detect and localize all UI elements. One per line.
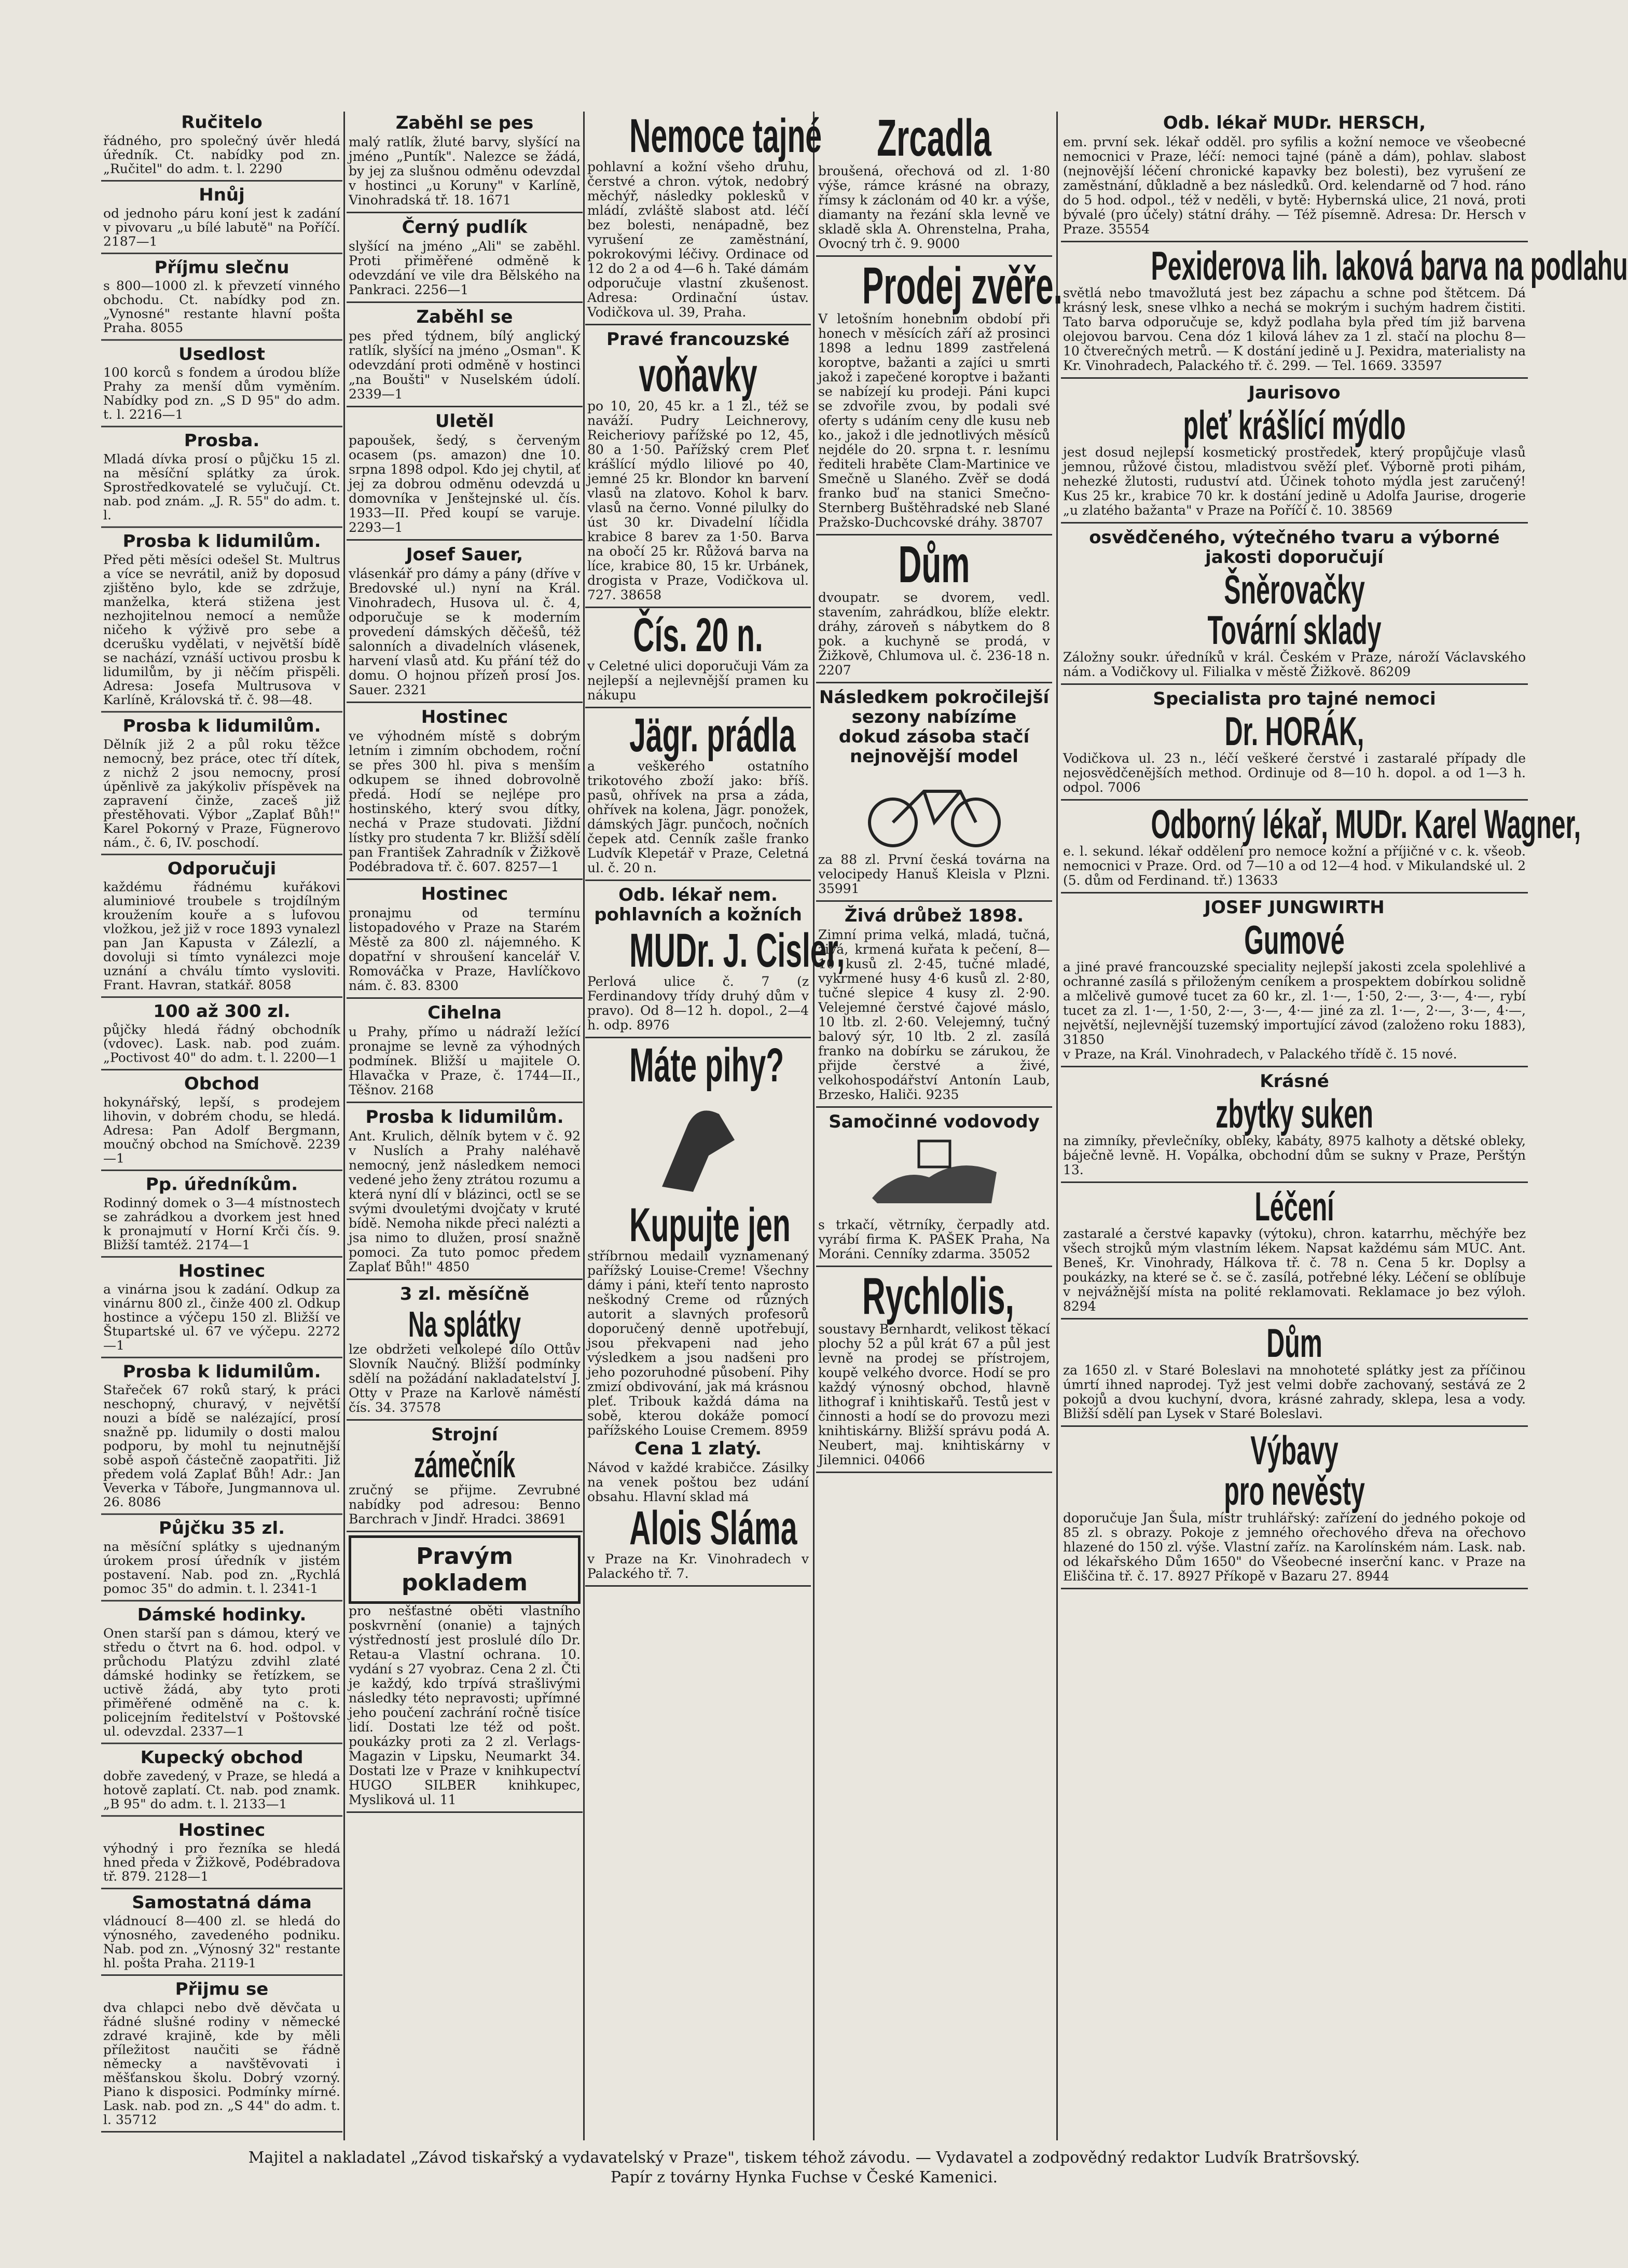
- ad-body: světlá nebo tmavožlutá jest bez zápachu a schne pod štětcem. Dá krásný lesk, snese vlhko a nechá se mokrým i suchým hadrem čistiti. Tato barva odporučuje se, když podlaha byla před tím již barvena olejovou barvou. Cena dóz 1 kilová láhev za 1 zl. stačí na plochu 8—10 čtverečných metrů. — K dostání jedině u J. Pexidra, materialisty na Kr. Vinohradech, Palackého tř. č. 299. — Tel. 1669. 33597: [1063, 285, 1526, 373]
- ad-body: a vinárna jsou k zadání. Odkup za vinárnu 800 zl., činže 400 zl. Odkup hostince a výčepu 150 zl. Bližší ve Štupartské ul. 67 ve výčepu. 2272—1: [103, 1282, 340, 1353]
- ad-heading: Strojní: [431, 1424, 498, 1445]
- classified-ad: [816, 1267, 1052, 1473]
- ad-heading: Příjmu slečnu: [154, 257, 289, 278]
- classified-ad: [347, 1103, 583, 1280]
- ad-body: každému řádnému kuřákovi aluminiové troubele s trojdílným kroužením kouře a s lufovou vložkou, jež již v roce 1893 vynalezl pan Jan Kapusta v Zálezlí, a dovoluji si tímto vynálezci moje uznání a chválu tímto vysloviti. Frant. Havran, statkář. 8058: [103, 879, 340, 993]
- ad-heading: Hnůj: [199, 185, 245, 205]
- ad-body: V letošním honebním období při honech v měsících září až prosinci 1898 a lednu 1899 zastřelená koroptve, bažanti a zajíci u smrti jakož i zapečené koroptve i bažanti se nabízejí ku prodeji. Páni kupci se zdvořile zvou, by podali své oferty s udáním ceny dle kusu neb ko., jakož i dle jednotlivých měsíců nejdéle do 20. srpna t. r. lesnímu řediteli hraběte Clam-Martinice ve Smečně u Slaného. Zvěř se dodá franko buď na stanici Smečno-Sternberg Buštěhradské neb Slané Pražsko-Duchcovské dráhy. 38707: [818, 311, 1050, 530]
- column-rule: [813, 112, 815, 2140]
- classified-ad: [101, 1889, 342, 1976]
- ad-display-heading: Šněrovačky: [1224, 567, 1365, 612]
- classified-ad: [101, 1976, 342, 2133]
- ad-body: od jednoho páru koní jest k zadání v pivovaru „u bílé labutě" na Poříčí. 2187—1: [103, 206, 340, 249]
- ad-display-heading: Výbavy: [1250, 1427, 1339, 1473]
- ad-heading: JOSEF JUNGWIRTH: [1204, 897, 1385, 918]
- ad-display-heading: Kupujte jen: [629, 1199, 791, 1252]
- classified-ad: [101, 427, 342, 528]
- ad-display-heading: Na splátky: [408, 1304, 521, 1344]
- ad-body: výhodný i pro řezníka se hledá hned předa v Žižkově, Podébradova tř. 879. 2128—1: [103, 1841, 340, 1884]
- column-rule: [1056, 112, 1058, 2140]
- ad-display-heading: Máte pihy?: [629, 1039, 784, 1092]
- ad-heading: Dámské hodinky.: [137, 1605, 307, 1625]
- ad-body: půjčky hledá řádný obchodník (vdovec). Lask. nab. pod zuám. „Poctivost 40" do adm. t. l. 2200—1: [103, 1022, 340, 1065]
- ad-heading: Pravé francouzské: [606, 329, 790, 350]
- classified-ad: [101, 182, 342, 254]
- classified-ad: [585, 881, 845, 1038]
- ad-body: v Praze, na Král. Vinohradech, v Palackého třídě č. 15 nové.: [1063, 1047, 1457, 1062]
- ad-heading: Odb. lékař nem. pohlavních a kožních: [594, 885, 802, 925]
- ad-display-heading: voňavky: [639, 349, 757, 402]
- ad-heading: Půjčku 35 zl.: [158, 1518, 285, 1538]
- classified-ad: [1061, 801, 1581, 894]
- ad-body: pes před týdnem, bílý anglický ratlík, slyšící na jméno „Osman". K odevzdání proti odměně v hostinci „na Boušti" v Nuselském údolí. 2339—1: [349, 328, 581, 402]
- ad-body: vládnoucí 8—400 zl. se hledá do výnosného, zavedeného podniku. Nab. pod zn. „Výnosný 32" restante hl. pošta Praha. 2119-1: [103, 1914, 340, 1971]
- ad-body: malý ratlík, žluté barvy, slyšící na jméno „Puntík". Nalezce se žádá, by jej za slušnou odměnu odevzdal v hostinci „u Koruny" v Karlíně, Vinohradská tř. 18. 1671: [349, 134, 581, 208]
- ad-heading: Josef Sauer,: [406, 544, 523, 565]
- ad-display-heading: Léčení: [1254, 1184, 1334, 1229]
- classified-ad: [1061, 1183, 1528, 1319]
- ad-body: Záložny soukr. úředníků v král. Českém v Praze, nároží Václavského nám. a Vodičkovy ul. Filialka v městě Žižkově. 86209: [1063, 650, 1526, 679]
- classified-ad: [1061, 109, 1528, 242]
- ad-heading: Prosba k lidumilům.: [122, 716, 321, 736]
- ad-display-heading: Čís. 20 n.: [633, 609, 763, 662]
- ad-heading: Samostatná dáma: [132, 1892, 312, 1913]
- ad-body: Mladá dívka prosí o půjčku 15 zl. na měsíční splátky za úrok. Sprostředkovatelé se vylučují. Ct. nab. pod znám. „J. R. 55" do adm. t. l.: [103, 451, 340, 523]
- ad-body: papoušek, šedý, s červeným ocasem (ps. amazon) dne 10. srpna 1898 odpol. Kdo jej chytil, ať jej za dobrou odměnu odevzdá u domovníka v Jenštejnské ul. čís. 1933—II. Před koupí se varuje. 2293—1: [349, 433, 581, 535]
- ad-body: dobře zavedený, v Praze, se hledá a hotově zaplatí. Ct. nab. pod znamk. „B 95" do adm. t. l. 2133—1: [103, 1768, 340, 1811]
- ad-display-heading: Zrcadla: [877, 109, 991, 167]
- classified-ad: [816, 1108, 1052, 1267]
- classified-ad: [585, 325, 811, 608]
- ad-body: a veškerého ostatního trikotového zboží jako: bříš. pasů, ohřívek na prsa a záda, ohřívek na kolena, Jägr. ponožek, dámských Jägr. punčoch, nočních čepek atd. Cenník zašle franko Ludvík Klepetář v Praze, Celetná ul. č. 20 n.: [587, 759, 809, 875]
- ad-display-heading: Rychlolis,: [862, 1267, 1014, 1325]
- ad-display-heading: MUDr. J. Cisler,: [629, 924, 845, 977]
- classified-ad: [816, 109, 1052, 257]
- ad-heading: Následkem pokročilejší sezony nabízíme dokud zásoba stačí nejnovější model: [819, 687, 1050, 767]
- ad-heading: Prosba.: [184, 431, 260, 451]
- ad-body: hokynářský, lepší, s prodejem lihovin, v dobrém chodu, se hledá. Adresa: Pan Adolf Bergmann, moučný obchod na Smíchově. 2239—1: [103, 1095, 340, 1166]
- ad-body: Návod v každé krabičce. Zásilky na venek poštou bez udání obsahu. Hlavní sklad má: [587, 1460, 809, 1504]
- classified-ad: [347, 213, 583, 303]
- classified-ad: [1061, 379, 1528, 524]
- ad-display-heading: Pexiderova lih. laková barva na podlahu: [1151, 243, 1628, 288]
- column-2: [347, 109, 583, 1813]
- ad-display-heading: Tovární sklady: [1207, 607, 1382, 653]
- ad-heading: Uletěl: [435, 411, 494, 432]
- classified-ad: [101, 528, 342, 712]
- classified-ad: [347, 303, 583, 407]
- ad-heading: Hostinec: [421, 707, 508, 727]
- classified-ad: [585, 608, 811, 708]
- ad-display-heading: Jägr. prádla: [629, 709, 796, 762]
- classified-ad: [101, 712, 342, 855]
- ad-body: s 800—1000 zl. k převzetí vinného obchodu. Ct. nabídky pod zn. „Vynosné" restante hlavní pošta Praha. 8055: [103, 278, 340, 335]
- classified-ad: [101, 1358, 342, 1515]
- ad-display-heading: Dům: [1266, 1320, 1322, 1366]
- ad-body: řádného, pro společný úvěr hledá úředník. Ct. nabídky pod zn. „Ručitel" do adm. t. l. 2290: [103, 133, 340, 176]
- ad-body: stříbrnou medailí vyznamenaný pařížský Louise-Creme! Všechny dámy i páni, kteří tento naprosto neškodný Creme od různých autorit a slavných profesorů doporučený denně upotřebují, jsou překvapeni nad jeho výsledkem a jsou nadšeni pro jeho pozoruhodné působení. Pihy zmizí obdivování, jak má krásnou pleť. Tribouk každá dáma na sobě, kterou dokáže pomocí pařížského Louise Cremem. 8959: [587, 1248, 809, 1438]
- classified-ad: [585, 1038, 811, 1587]
- bicycle-illustration: [857, 771, 1012, 848]
- ad-heading: Zaběhl se pes: [395, 113, 534, 133]
- ad-heading: Krásné: [1260, 1071, 1329, 1092]
- ad-body: za 88 zl. První česká továrna na velocipedy Hanuš Kleisla v Plzni. 35991: [818, 852, 1050, 896]
- ad-body: Ant. Krulich, dělník bytem v č. 92 v Nuslích a Prahy naléhavě nemocný, jenž následkem nemoci vedené jeho ženy ztrátou rozumu a která nyní dlí v blázinci, octl se se svými dvouletými dvojčaty v kruté bídě. Nemoha nikde přeci nalézti a jsa nimo to dlužen, prosí snažně pomoci. Za tuto pomoc předem Zaplať Bůh!" 4850: [349, 1129, 581, 1274]
- ad-body: na měsíční splátky s ujednaným úrokem prosí úředník v jistém postavení. Nab. pod zn. „Rychlá pomoc 35" do admin. t. l. 2341-1: [103, 1539, 340, 1596]
- ad-heading: Specialista pro tajné nemoci: [1153, 689, 1436, 709]
- classified-ad: [1061, 524, 1528, 685]
- ad-body: Perlová ulice č. 7 (z Ferdinandovy třídy druhý dům v pravo). Od 8—12 h. dopol., 2—4 h. odp. 8976: [587, 974, 809, 1033]
- classified-ad: [347, 703, 583, 880]
- ad-body: Stařeček 67 roků starý, k práci neschopný, churavý, v největší nouzi a bídě se nalézající, prosí snažně pp. lidumily o dosti malou podporu, by mohl tu nejnutnější sobě aspoň částečně zaopatřiti. Již předem volá Zaplať Bůh! Adr.: Jan Veverka v Táboře, Jungmannova ul. 26. 8086: [103, 1382, 340, 1509]
- ad-body: 100 korců s fondem a úrodou blíže Prahy za menší dům vyměním. Nabídky pod zn. „S D 95" do adm. t. l. 2216—1: [103, 365, 340, 422]
- ad-body: dva chlapci nebo dvě děvčata u řádné slušné rodiny v německé zdravé krajině, kde by měli příležitost naučiti se řádně německy a navštěvovati i měšťanskou školu. Dobrý vzorný. Piano k disposici. Podmínky mírné. Lask. nab. pod zn. „S 44" do adm. t. l. 35712: [103, 2000, 340, 2127]
- classified-ad: [1061, 1319, 1528, 1427]
- ad-body: po 10, 20, 45 kr. a 1 zl., též se naváží. Pudry Leichnerovy, Reicheriovy pařížské po 12, 45, 80 a 1·50. Pařížský crem Pleť krášlící mýdlo liliové po 40, jemné 25 kr. Blondor kn barvení vlasů na zlatovo. Kohol k barv. vlasů na černo. Vonné pilulky do úst 30 kr. Divadelní líčidla krabice 8 barev za 1·50. Barva na obočí 25 kr. Růžová barva na líce, krabice 80, 15 kr. Urbánek, drogista v Praze, Vodičkova ul. 727. 38658: [587, 398, 809, 602]
- classified-ad: [347, 880, 583, 999]
- ad-display-heading: Dr. HORÁK,: [1224, 708, 1364, 754]
- column-rule: [583, 112, 585, 2140]
- ad-heading: Cena 1 zlatý.: [634, 1438, 762, 1459]
- ad-heading: 100 až 300 zl.: [153, 1001, 291, 1022]
- ad-body: jest dosud nejlepší kosmetický prostředek, který propůjčuje vlasů jemnou, růžové čistou, mladistvou svěží pleť. Výborně proti pihám, nehezké žlutosti, ruduství atd. Účinek tohoto mýdla jest zaručený! Kus 25 kr., krabice 70 kr. k dostání jedině u Adolfa Jaurise, drogerie „u zlatého bažanta" v Praze na Poříčí č. 10. 38569: [1063, 445, 1526, 518]
- ad-body: broušená, ořechová od zl. 1·80 výše, rámce krásné na obrazy, římsy k záclonám od 40 kr. a výše, diamanty na řezání skla levně ve skladě skla A. Ohrenstelna, Praha, Ovocný trh č. 9. 9000: [818, 163, 1050, 251]
- ad-heading: Hostinec: [178, 1820, 266, 1840]
- classified-ad: [101, 1601, 342, 1744]
- classified-ad: [1061, 894, 1528, 1067]
- ad-body: em. první sek. lékař odděl. pro syfilis a kožní nemoce ve všeobecné nemocnici v Praze, léčí: nemoci tajné (páně a dám), pohlav. slabost (nejnovější léčení chronické kapavky bez bolesti), bez vyrušení ze zaměstnání, důkladně a bez následků. Ord. kelendarně od 7 hod. ráno do 5 hod. odpol., též v neděli, v bytě: Hybernská ulice, 21 nová, proti bývalé (pro účely) státní dráhy. — Též písemně. Adresa: Dr. Hersch v Praze. 35554: [1063, 134, 1526, 237]
- ad-heading: Pp. úředníkům.: [145, 1174, 298, 1195]
- ad-body: Rodinný domek o 3—4 místnostech se zahrádkou a dvorkem jest hned k pronajmutí v Horní Krči čís. 9. Bližší tamtéž. 2174—1: [103, 1195, 340, 1253]
- column-3: [585, 109, 845, 1587]
- dog-illustration: [857, 1136, 1012, 1214]
- ad-heading: Odporučuji: [167, 858, 277, 879]
- ad-heading: Zaběhl se: [416, 307, 513, 327]
- column-rule: [343, 112, 345, 2140]
- imprint: [104, 2148, 1505, 2188]
- ad-body: lze obdržeti velkolepé dílo Ottův Slovník Naučný. Bližší podmínky sdělí na požádání nakladatelství J. Otty v Praze na Karlově náměstí čís. 34. 37578: [349, 1342, 581, 1415]
- column-5: [1061, 109, 1628, 1589]
- ad-body: pohlavní a kožní všeho druhu, čerstvé a chron. výtok, nedobrý měchýř, následky poklesků v mládí, zvláště slabost atd. léčí bez bolesti, nenápadně, bez vyrušení ze zaměstnání, pokrokovými léčivy. Ordinace od 12 do 2 a od 4—6 h. Také dámám odporučuje vlastní zkušenost. Adresa: Ordinační ústav. Vodičkova ul. 39, Praha.: [587, 159, 809, 320]
- ad-body: u Prahy, přímo u nádraží ležící pronajme se levně za výhodných podmínek. Bližší u majitele O. Hlavačka v Praze, č. 1744—II., Těšnov. 2168: [349, 1024, 581, 1097]
- ad-heading: Usedlost: [178, 344, 265, 364]
- ad-display-heading: Gumové: [1244, 917, 1345, 963]
- classified-ad: [347, 1532, 583, 1813]
- classified-ad: [347, 999, 583, 1103]
- classified-ad: [816, 535, 1052, 683]
- ad-heading: Cihelna: [427, 1002, 502, 1023]
- ad-body: Dělník již 2 a půl roku těžce nemocný, bez práce, otec tří dítek, z nichž 2 jsou nemocny, prosí úpěnlivě za jakýkoliv příspěvek na zapravení činže, zaceš již přestěhovati. Výbor „Zaplať Bůh!" Karel Pokorný v Praze, Fügnerovo nám., č. 6, IV. poschodí.: [103, 737, 340, 850]
- ad-body: pro nešťastné oběti vlastního poskvrnění (onanie) a tajných výstředností jest proslulé dílo Dr. Retau-a Vlastní ochrana. 10. vydání s 27 vyobraz. Cena 2 zl. Čti je každý, kdo trpívá strašlivými následky této nepravosti; upřímné jeho poučení zachrání ročně tisíce lidí. Dostati lze též od pošt. poukázky proti za 2 zl. Verlags-Magazin v Lipsku, Neumarkt 34. Dostati lze v Praze v knihkupectví HUGO SILBER knihkupec, Mysliková ul. 11: [349, 1603, 581, 1807]
- classified-ad: [347, 109, 583, 213]
- ad-heading: Prosba k lidumilům.: [122, 1362, 321, 1382]
- ad-heading: Prosba k lidumilům.: [122, 531, 321, 552]
- classified-ad: [101, 1515, 342, 1602]
- classified-ad: [347, 1280, 583, 1421]
- ad-body: e. l. sekund. lékař oddělení pro nemoce kožní a příjičné v c. k. všeob. nemocnici v Praze. Ord. od 7—10 a od 12—4 hod. v Mikulandské ul. 2 (5. dům od Ferdinand. tř.) 13633: [1063, 844, 1526, 888]
- classified-ad: [816, 902, 1052, 1108]
- classified-ad: [101, 998, 342, 1070]
- ad-heading: Jaurisovo: [1248, 382, 1341, 403]
- ad-body: Vodičkova ul. 23 n., léčí veškeré čerstvé i zastaralé případy dle nejosvědčenějších method. Ordinuje od 8—10 h. dopol. a od 1—3 h. odpol. 7006: [1063, 751, 1526, 795]
- ad-display-heading: Dům: [898, 535, 970, 594]
- ad-heading: Přijmu se: [175, 1979, 269, 2000]
- ad-display-heading: pleť krášlící mýdlo: [1183, 402, 1406, 448]
- ad-body: pronajmu od termínu listopadového v Praze na Starém Městě za 800 zl. nájemného. K dopatřní v shroušení kancelář V. Romováčka v Praze, Havlíčkovo nám. č. 83. 8300: [349, 905, 581, 993]
- ad-body: soustavy Bernhardt, velikost těkací plochy 52 a půl krát 67 a půl jest levně na prodej se přístrojem, koupě velkého dvorce. Hodí se pro každý výnosný obchod, hlavně lithograf i knihtiskařů. Testů jest v činnosti a hodí se do provozu mezi knihtiskárny. Bližší správu podá A. Neubert, maj. knihtiskárny v Jilemnici. 04066: [818, 1322, 1050, 1467]
- ad-display-heading: Nemoce tajné: [629, 109, 822, 162]
- ad-body: v Praze na Kr. Vinohradech v Palackého tř. 7.: [587, 1551, 809, 1581]
- ad-display-heading: zámečník: [413, 1445, 516, 1485]
- column-4: [816, 109, 1063, 1473]
- ad-display-heading: Prodej zvěře.: [862, 257, 1063, 315]
- classified-ad: [101, 254, 342, 341]
- ad-body: ve výhodném místě s dobrým letním i zimním obchodem, roční se přes 300 hl. piva s menším odkupem se ihned dobrovolně předá. Hodí se nejlépe pro hostinského, který svou dítky, nechá v Praze studovati. Jiždní lístky pro studenta 7 kr. Bližší sdělí pan František Zahradník v Žižkově Podébradova tř. č. 607. 8257—1: [349, 728, 581, 874]
- ad-heading: Černý pudlík: [402, 217, 528, 238]
- classified-ad: [101, 1817, 342, 1889]
- classified-ad: [1061, 1427, 1528, 1589]
- classified-ad: [1061, 1067, 1528, 1183]
- classified-ad: [101, 109, 342, 182]
- classified-ad: [347, 541, 583, 703]
- ad-heading: Samočinné vodovody: [829, 1111, 1040, 1132]
- imprint-line-1: Majitel a nakladatel „Závod tiskařský a vydavatelský v Praze", tiskem téhož závodu. — Vydavatel a zodpovědný redaktor Ludvík Bratršovský.: [248, 2149, 1360, 2167]
- classified-ad: [101, 1070, 342, 1171]
- ad-body: a jiné pravé francouzské speciality nejlepší jakosti zcela spolehlivé a ochranné zasílá s přiloženým ceníkem a prospektem dobírkou solidně a mlčelivě gumové tucet za 60 kr., zl. 1·—, 1·50, 2·—, 3·—, 4·—, rybí tucet za zl. 1·—, 1·50, 2·—, 3·—, 4·— jiné za zl. 1·—, 2·—, 3·—, 4·—, největší, nejlevnější tuzemský importující závod (založeno roku 1883), 31850: [1063, 959, 1526, 1047]
- ad-heading: Hostinec: [178, 1261, 266, 1282]
- ad-heading: Kupecký obchod: [140, 1748, 303, 1768]
- classified-ad: [816, 683, 1052, 902]
- classified-ad: [347, 1421, 583, 1532]
- classified-ad: [101, 855, 342, 998]
- ad-display-heading: Odborný lékař, MUDr. Karel Wagner,: [1151, 801, 1581, 847]
- ad-body: doporučuje Jan Šula, místr truhlářský: zařízení do jedného pokoje od 85 zl. s obrazy. Pokoje z jemného ořechového dřeva na ořechovo hlazené do 150 zl. výše. Vlastní zaříz. na Karolínském nám. Lask. nab. od lékařského Dům 1650" do Všeobecné inserční kanc. v Praze na Eliščina tř. č. 17. 8927 Příkopě v Bazaru 27. 8944: [1063, 1510, 1526, 1584]
- classified-ad: [816, 257, 1063, 535]
- ad-display-heading: Alois Sláma: [629, 1502, 797, 1555]
- classified-ad: [585, 708, 811, 881]
- classified-ad: [101, 1744, 342, 1817]
- ad-heading: Živá drůbež 1898.: [844, 905, 1024, 926]
- ad-heading: Prosba k lidumilům.: [365, 1107, 564, 1128]
- ad-heading: osvědčeného, výtečného tvaru a výborné jakosti doporučují: [1089, 527, 1500, 568]
- ad-display-heading: pro nevěsty: [1224, 1468, 1365, 1514]
- ad-body: dvoupatr. se dvorem, vedl. stavením, zahrádkou, blíže elektr. dráhy, zároveň s nábytkem do 8 pok. a kuchyně se prodá, v Žižkově, Chlumova ul. č. 236-18 n. 2207: [818, 590, 1050, 678]
- classified-ad: [1061, 242, 1628, 379]
- ad-heading: Odb. lékař MUDr. HERSCH,: [1163, 113, 1426, 133]
- imprint-line-2: Papír z továrny Hynka Fuchse v České Kamenici.: [610, 2168, 998, 2187]
- classified-ad: [101, 1258, 342, 1358]
- ad-boxed-heading: Pravým pokladem: [349, 1535, 581, 1604]
- ad-body: na zimníky, převlečníky, obleky, kabáty, 8975 kalhoty a dětské obleky, báječně levně. H. Vopálka, obchodní dům se sukny v Praze, Perštýn 13.: [1063, 1133, 1526, 1177]
- classified-ad: [101, 1171, 342, 1258]
- ad-heading: Obchod: [184, 1074, 260, 1094]
- ad-body: slyšící na jméno „Ali" se zaběhl. Proti přiměřené odměně k odevzdání ve vile dra Bělského na Pankraci. 2256—1: [349, 239, 581, 297]
- ad-heading: Hostinec: [421, 884, 508, 904]
- hand-illustration: [631, 1093, 766, 1197]
- ad-body: zastaralé a čerstvé kapavky (výtoku), chron. katarrhu, měchýře bez všech strojků mým vlastním lékem. Napsat každému sám MUC. Ant. Beneš, Kr. Vinohrady, Hálkova tř. č. 78 n. Cena 5 kr. Doplsy a poukázky, na které se č. se č. zasílá, potřebné léky. Léčení se oblíbuje v nejvážnější místa na polité reklamovati. Reklamace jo bez výloh. 8294: [1063, 1226, 1526, 1314]
- ad-heading: 3 zl. měsíčně: [399, 1284, 530, 1304]
- ad-body: Před pěti měsíci odešel St. Multrus a více se nevrátil, aniž by doposud zjištěno bylo, kde se zdržuje, manželka, která stižena jest nezhojitelnou nemocí a nemůže ničeho k výživě pro sebe a dcerušku vydělati, v největší bídě se nachází, vznáší uctivou prosbu k lidumilům, by ji něčím přispěli. Adresa: Josefa Multrusova v Karlíně, Královská tř. č. 98—48.: [103, 552, 340, 707]
- classified-ad: [101, 341, 342, 428]
- ad-body: vlásenkář pro dámy a pány (dříve v Bredovské ul.) nyní na Král. Vinohradech, Husova ul. č. 4, odporučuje se k moderním provedení dámských děčešů, též salonních a divadelních vlásenek, harvení vlasů atd. Ku přání též do domu. O hojnou přízeň prosí Jos. Sauer. 2321: [349, 566, 581, 697]
- ad-body: za 1650 zl. v Staré Boleslavi na mnohoteté splátky jest za příčinou úmrtí ihned naprodej. Tyž jest velmi dobře zachovaný, sestává ze 2 pokojů a dvou kuchyní, dvora, krásné zahrady, sklepa, lesa a vody. Bližší sdělí pan Lysek v Staré Boleslavi.: [1063, 1363, 1526, 1421]
- ad-heading: Ručitelo: [181, 112, 263, 133]
- column-1: [101, 109, 342, 2133]
- classified-ad: [585, 109, 822, 325]
- classified-ad: [347, 407, 583, 541]
- ad-display-heading: zbytky suken: [1216, 1091, 1373, 1136]
- classified-ad: [1061, 685, 1528, 801]
- ad-body: Onen starší pan s dámou, který ve středu o čtvrt na 6. hod. odpol. v průchodu Platýzu zdvihl zlaté dámské hodinky se řetízkem, se uctivě žádá, aby tyto proti přiměřené odměně na c. k. policejním ředitelství v Poštovské ul. odevzdal. 2337—1: [103, 1626, 340, 1739]
- ad-body: v Celetné ulici doporučuji Vám za nejlepší a nejlevnější pramen ku nákupu: [587, 658, 809, 703]
- ad-body: s trkačí, větrníky, čerpadly atd. vyrábí firma K. PAŠEK Praha, Na Moráni. Cenníky zdarma. 35052: [818, 1217, 1050, 1261]
- ad-body: zručný se přijme. Zevrubné nabídky pod adresou: Benno Barchrach v Jindř. Hradci. 38691: [349, 1482, 581, 1527]
- ad-body: Zimní prima velká, mladá, tučná, živá, krmená kuřata k pečení, 8—10 kusů zl. 2·45, tučné mladé, vykrmené husy 4·6 kusů zl. 2·80, tučné slepice 4 kusy zl. 2·90. Velejemné čerstvé čajové máslo, 10 ltb. zl. 2·60. Velejemný, tučný balový sýr, 10 ltb. 2 zl. zasílá franko na dobírku se zárukou, že přijde čerstvé a živé, velkohospodářství Antonín Laub, Brzesko, Haliči. 9235: [818, 927, 1050, 1102]
